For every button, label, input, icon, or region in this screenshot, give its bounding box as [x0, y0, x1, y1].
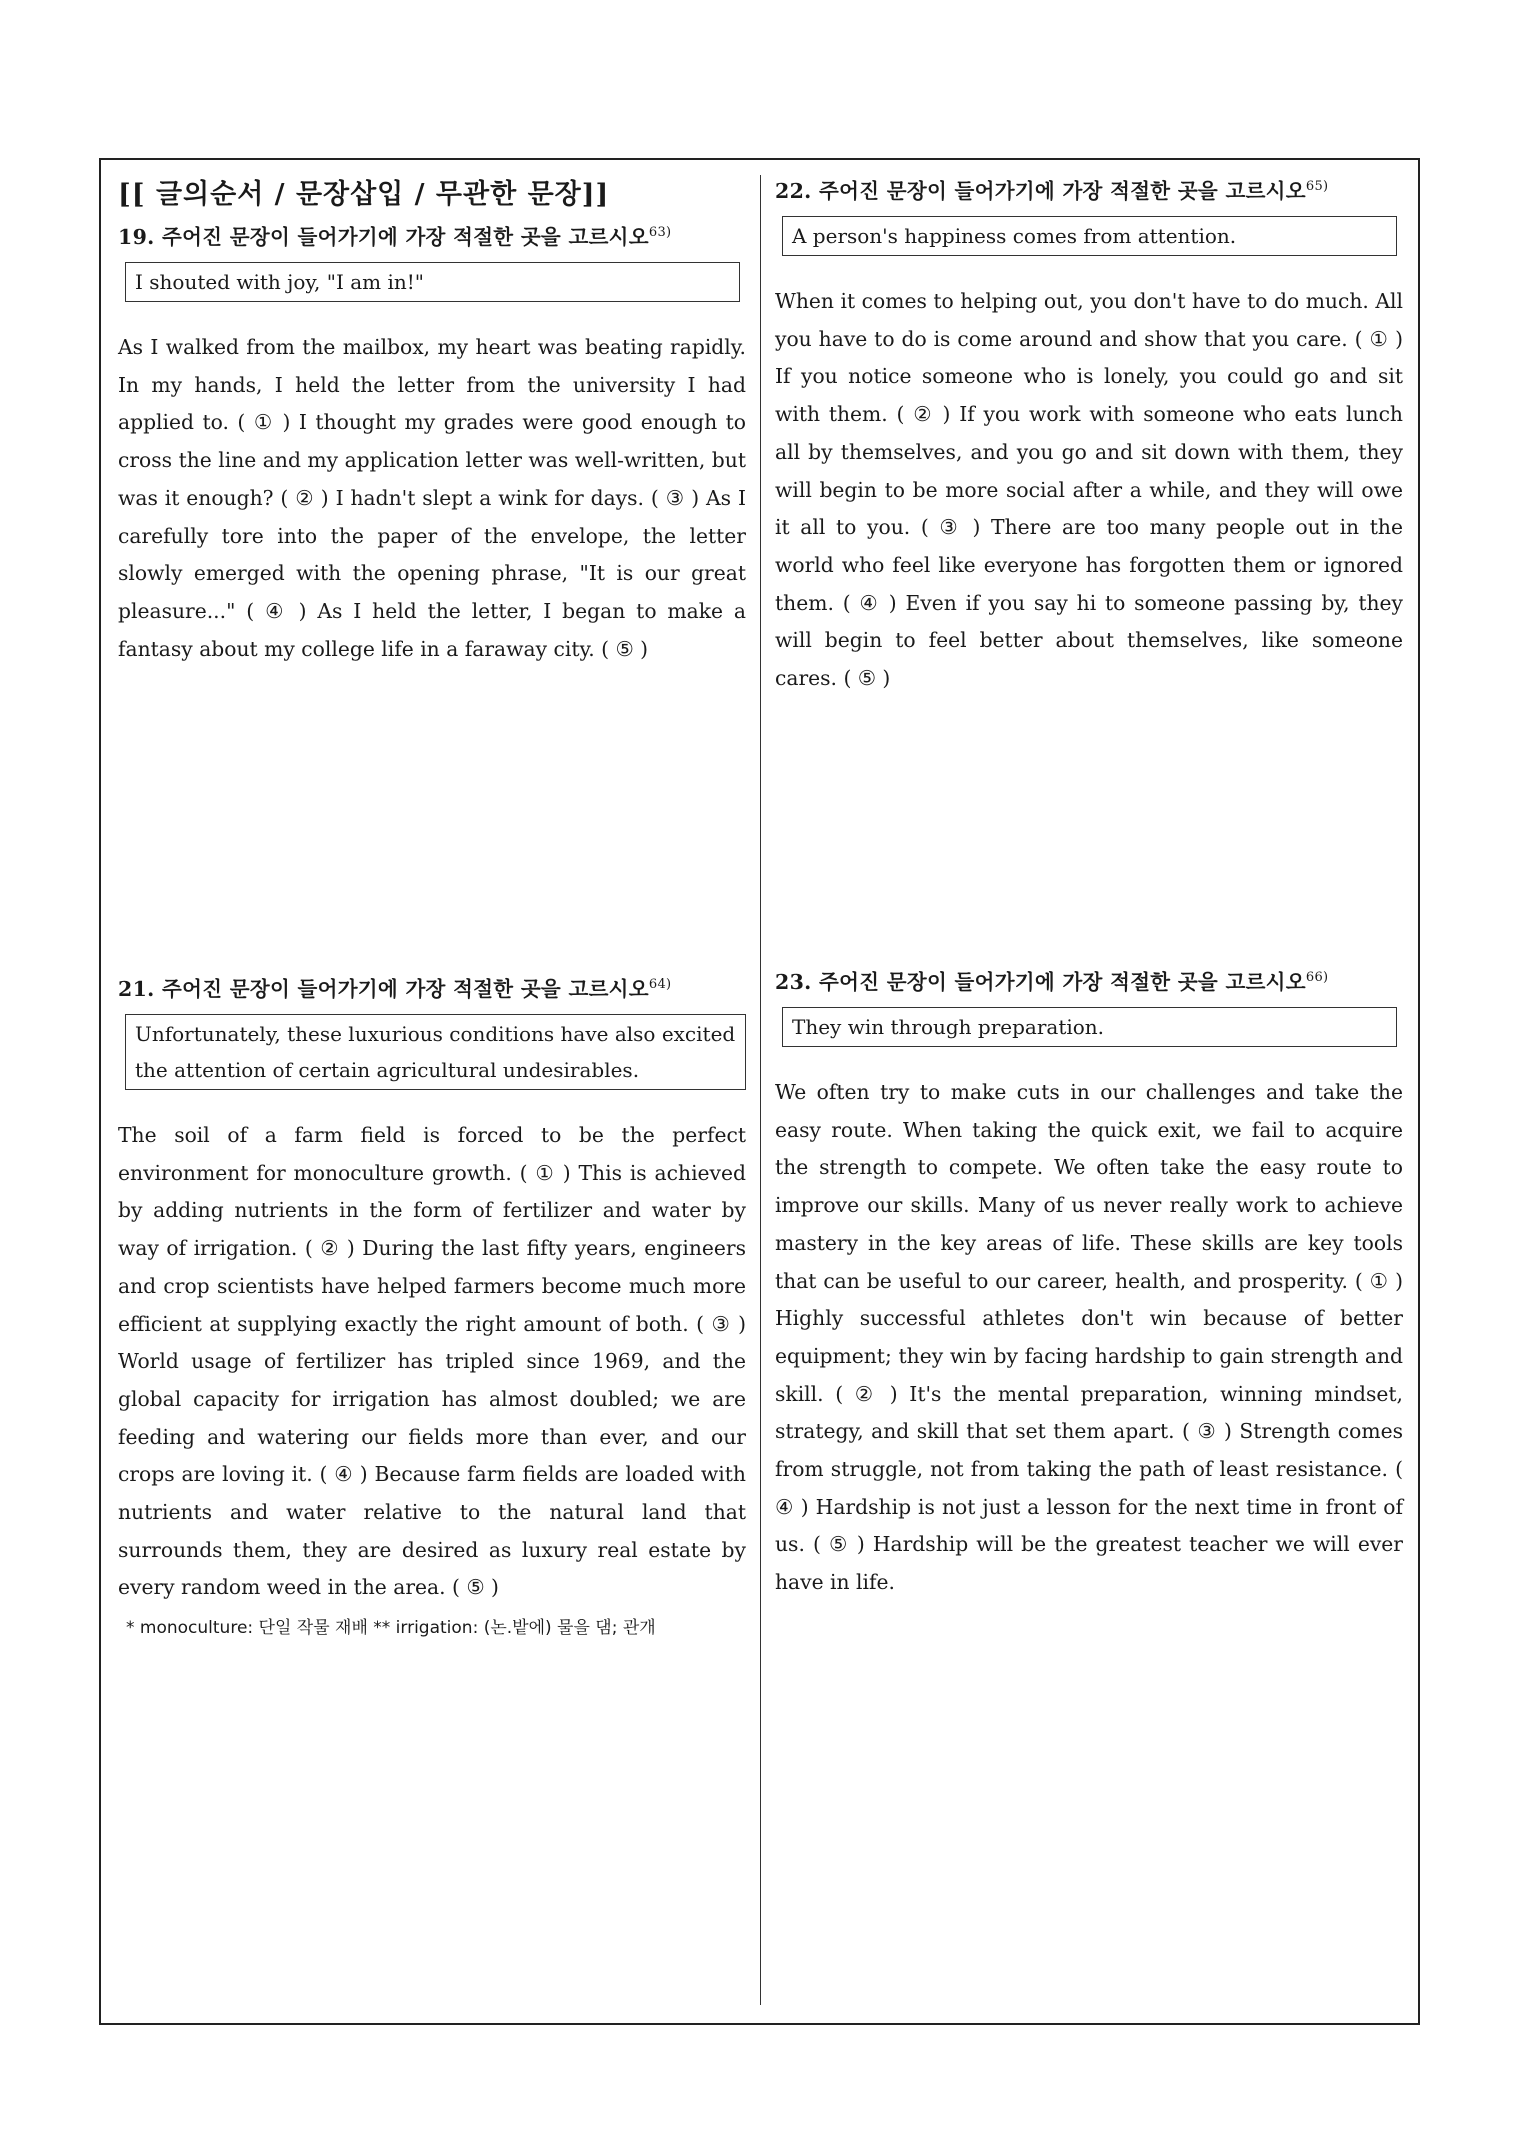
question-19-passage: As I walked from the mailbox, my heart was beating rapidly. In my hands, I held the letter from the university I had applied to. ( ① ) I thought my grades were good enough to cross the line and my application letter was well-written, but was it enough? ( ② ) I hadn't slept a wink for days. ( ③ ) As I carefully tore into the paper of the envelope, the letter slowly emerged with the opening phrase, "It is our great pleasure..." ( ④ ) As I held the letter, I began to make a fantasy about my college life in a faraway city. ( ⑤ )	[118, 335, 746, 661]
question-21-title-text: 21. 주어진 문장이 들어가기에 가장 적절한 곳을 고르시오	[118, 977, 649, 1001]
column-divider	[760, 175, 761, 2005]
question-19-title	[118, 220, 746, 250]
footnote-65: 65)	[1305, 179, 1329, 195]
question-21-passage: The soil of a farm field is forced to be the perfect environment for monoculture growth. ( ① ) This is achieved by adding nutrients in the form of fertilizer and water by way of irrigation. ( ② ) During the last fifty years, engineers and crop scientists have helped farmers become much more efficient at supplying exactly the right amount of both. ( ③ ) World usage of fertilizer has tripled since 1969, and the global capacity for irrigation has almost doubled; we are feeding and watering our fields more than ever, and our crops are loving it. ( ④ ) Because farm fields are loaded with nutrients and water relative to the natural land that surrounds them, they are desired as luxury real estate by every random weed in the area. ( ⑤ )	[118, 1123, 746, 1600]
footnote-66: 66)	[1305, 970, 1329, 986]
question-22	[775, 174, 1403, 698]
footnote-63: 63)	[648, 225, 672, 241]
footnote-64: 64)	[648, 977, 672, 993]
section-title: [[ 글의순서 / 문장삽입 / 무관한 문장]]	[118, 179, 610, 210]
question-21-title	[118, 972, 746, 1002]
question-21	[118, 972, 746, 1638]
question-22-passage: When it comes to helping out, you don't have to do much. All you have to do is come around and show that you care. ( ① ) If you notice someone who is lonely, you could go and sit with them. ( ② ) If you work with someone who eats lunch all by themselves, and you go and sit down with them, they will begin to be more social after a while, and they will owe it all to you. ( ③ ) There are too many people out in the world who feel like everyone has forgotten them or ignored them. ( ④ ) Even if you say hi to someone passing by, they will begin to feel better about themselves, like someone cares. ( ⑤ )	[775, 289, 1403, 691]
question-22-given-sentence: A person's happiness comes from attention.	[782, 216, 1397, 256]
question-23	[775, 965, 1403, 1602]
question-21-vocab-note: * monoculture: 단일 작물 재배 ** irrigation: (논.밭에) 물을 댐; 관개	[126, 1618, 656, 1639]
question-21-given-sentence: Unfortunately, these luxurious conditions have also excited the attention of certain agricultural undesirables.	[125, 1014, 746, 1090]
question-19-given-sentence: I shouted with joy, "I am in!"	[125, 262, 740, 302]
question-23-given-sentence: They win through preparation.	[782, 1007, 1397, 1047]
question-19	[118, 220, 746, 668]
question-19-title-text: 19. 주어진 문장이 들어가기에 가장 적절한 곳을 고르시오	[118, 225, 649, 249]
question-23-passage: We often try to make cuts in our challenges and take the easy route. When taking the quick exit, we fail to acquire the strength to compete. We often take the easy route to improve our skills. Many of us never really work to achieve mastery in the key areas of life. These skills are key tools that can be useful to our career, health, and prosperity. ( ① ) Highly successful athletes don't win because of better equipment; they win by facing hardship to gain strength and skill. ( ② ) It's the mental preparation, winning mindset, strategy, and skill that set them apart. ( ③ ) Strength comes from struggle, not from taking the path of least resistance. ( ④ ) Hardship is not just a lesson for the next time in front of us. ( ⑤ ) Hardship will be the greatest teacher we will ever have in life.	[775, 1080, 1403, 1595]
question-23-title	[775, 965, 1403, 995]
question-22-title	[775, 174, 1403, 204]
question-23-title-text: 23. 주어진 문장이 들어가기에 가장 적절한 곳을 고르시오	[775, 970, 1306, 994]
question-22-title-text: 22. 주어진 문장이 들어가기에 가장 적절한 곳을 고르시오	[775, 179, 1306, 203]
